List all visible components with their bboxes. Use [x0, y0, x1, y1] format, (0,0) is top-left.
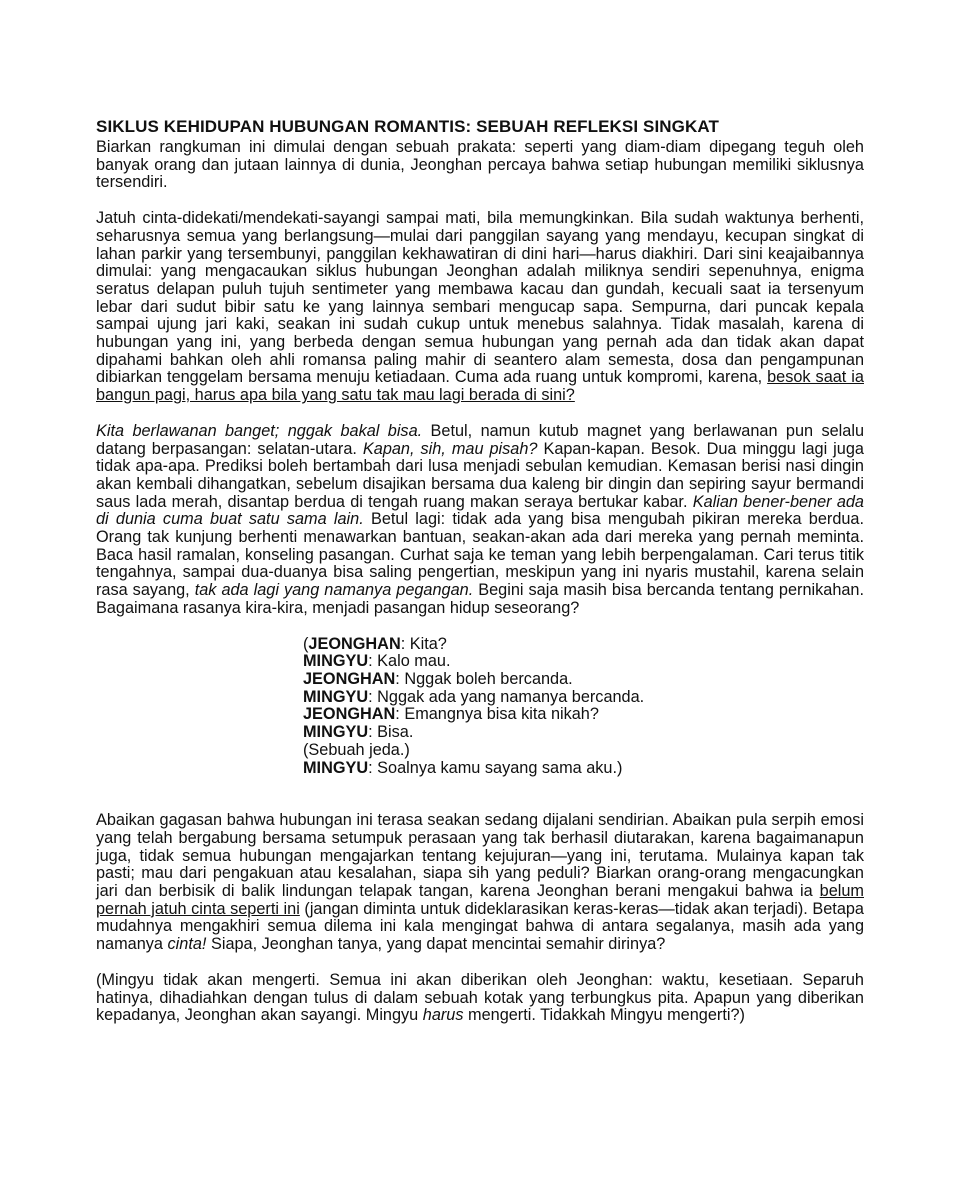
dialog-speaker: MINGYU [303, 652, 369, 671]
paragraph-4 [96, 812, 864, 954]
paragraph-2-text: Jatuh cinta-didekati/mendekati-sayangi sampai mati, bila memungkinkan. Bila sudah waktunya berhenti, seharusnya semua yang berlangsung—mulai dari panggilan sayang yang mendayu, kecupan singkat di lahan parkir yang tersembunyi, panggilan kekhawatiran di dini hari—harus diakhiri. Dari sini keajaibannya dimulai: yang mengacaukan siklus hubungan Jeonghan adalah miliknya sendiri sepenuhnya, enigma seratus delapan puluh tujuh sentimeter yang membawa kacau dan gundah, kecuali saat ia tersenyum lebar dari sudut bibir satu ke yang lainnya sembari mengucap sapa. Sempurna, dari puncak kepala sampai ujung jari kaki, seakan ini sudah cukup untuk menebus salahnya. Tidak masalah, karena di hubungan yang ini, yang berbeda dengan semua hubungan yang pernah ada dan tidak akan dapat dipahami bahkan oleh ahli romansa paling mahir di seantero alam semesta, dosa dan pengampunan dibiarkan tenggelam bersama menuju ketiadaan. Cuma ada ruang untuk kompromi, karena, [96, 209, 864, 387]
paragraph-3 [96, 423, 864, 618]
paragraph-5-italic: harus [422, 1006, 464, 1025]
dialog-speaker: MINGYU [303, 723, 369, 742]
dialog-line [303, 706, 864, 724]
dialog-speaker: JEONGHAN [303, 705, 396, 724]
paragraph-5-text-1: (Mingyu tidak akan mengerti. Semua ini akan diberikan oleh Jeonghan: waktu, kesetiaan. Separuh hatinya, dihadiahkan dengan tulus di dalam sebuah kotak yang terbungkus pita. Apapun yang diberikan kepadanya, Jeonghan akan sayangi. Mingyu [96, 970, 864, 1025]
paragraph-3-text-1: Betul, namun kutub magnet yang berlawanan pun selalu datang berpasangan: selatan-utara. [96, 421, 864, 458]
dialog-gap-top [96, 618, 864, 636]
dialog-speaker: JEONGHAN [308, 634, 401, 653]
dialog-text: : Soalnya kamu sayang sama aku.) [368, 758, 623, 777]
dialog-prefix: ( [303, 634, 309, 653]
dialog-text: : Nggak boleh bercanda. [395, 669, 573, 688]
dialog-line [303, 636, 864, 654]
dialog-line [303, 742, 864, 760]
dialog-text: : Bisa. [368, 723, 414, 742]
dialog-speaker: JEONGHAN [303, 669, 396, 688]
dialog-line [303, 653, 864, 671]
paragraph-3-italic-2: Kapan, sih, mau pisah? [362, 439, 538, 458]
dialog-text: (Sebuah jeda.) [303, 740, 410, 759]
paragraph-4-italic: cinta! [167, 935, 207, 954]
paragraph-4-text-2: (jangan diminta untuk dideklarasikan keras-keras—tidak akan terjadi). Betapa mudahnya mengakhiri semua dilema ini kala mengingat bahwa di antara segalanya, masih ada yang namanya [96, 899, 864, 954]
paragraph-5 [96, 972, 864, 1025]
dialog-text: : Kalo mau. [368, 652, 451, 671]
dialog-gap-bottom [96, 777, 864, 812]
dialog-line [303, 760, 864, 778]
dialog-line [303, 689, 864, 707]
paragraph-2 [96, 210, 864, 405]
paragraph-4-underlined: belum pernah jatuh cinta seperti ini [96, 882, 864, 918]
paragraph-5-text-2: mengerti. Tidakkah Mingyu mengerti?) [463, 1006, 745, 1025]
paragraph-gap [96, 954, 864, 972]
dialog-line [303, 724, 864, 742]
paragraph-3-italic-4: tak ada lagi yang namanya pegangan. [194, 581, 474, 600]
dialog-text: : Kita? [400, 634, 447, 653]
dialog-speaker: MINGYU [303, 687, 369, 706]
paragraph-gap [96, 405, 864, 423]
document-title: SIKLUS KEHIDUPAN HUBUNGAN ROMANTIS: SEBUAH REFLEKSI SINGKAT [96, 117, 719, 136]
paragraph-3-italic-3: Kalian bener-bener ada di dunia cuma buat satu sama lain. [96, 492, 864, 529]
paragraph-1: Biarkan rangkuman ini dimulai dengan sebuah prakata: seperti yang diam-diam dipegang teguh oleh banyak orang dan jutaan lainnya di dunia, Jeonghan percaya bahwa setiap hubungan memiliki siklusnya tersendiri. [96, 138, 864, 192]
paragraph-3-text-4: Begini saja masih bisa bercanda tentang pernikahan. Bagaimana rasanya kira-kira, menjadi pasangan hidup seseorang? [96, 581, 865, 617]
paragraph-4-text-3: Siapa, Jeonghan tanya, yang dapat mencintai semahir dirinya? [206, 935, 666, 954]
paragraph-4-text-1: Abaikan gagasan bahwa hubungan ini terasa seakan sedang dijalani sendirian. Abaikan pula serpih emosi yang telah bergabung bersama setumpuk perasaan yang tak berhasil diutarakan, karena bagaimanapun juga, tidak semua hubungan mengajarkan tentang kejujuran—yang ini, terutama. Mulainya kapan tak pasti; mau dari pengakuan atau kesalahan, siapa sih yang peduli? Biarkan orang-orang mengacungkan jari dan berbisik di balik lindungan telapak tangan, karena Jeonghan berani mengakui bahwa ia [96, 811, 864, 901]
dialog-line [303, 671, 864, 689]
dialog-text: : Nggak ada yang namanya bercanda. [368, 687, 645, 706]
paragraph-3-italic-1: Kita berlawanan banget; nggak bakal bisa. [96, 421, 423, 440]
paragraph-3-text-2: Kapan-kapan. Besok. Dua minggu lagi juga tidak apa-apa. Prediksi boleh bertambah dari lusa menjadi sebulan kemudian. Kemasan berisi nasi dingin akan kembali dihangatkan, sebelum disajikan bersama dua kaleng bir dingin dan sepiring sayur bermandi saus lada merah, disantap berdua di tengah ruang makan seraya bertukar kabar. [96, 439, 864, 511]
dialog-text: : Emangnya bisa kita nikah? [395, 705, 599, 724]
paragraph-2-underlined: besok saat ia bangun pagi, harus apa bila yang satu tak mau lagi berada di sini? [96, 368, 864, 405]
paragraph-3-text-3: Betul lagi: tidak ada yang bisa mengubah pikiran mereka berdua. Orang tak kunjung berhenti menawarkan bantuan, seakan-akan ada dari mereka yang pernah meminta. Baca hasil ramalan, konseling pasangan. Curhat saja ke teman yang lebih berpengalaman. Cari terus titik tengahnya, sampai dua-duanya bisa saling pengertian, meskipun yang ini nyaris mustahil, karena selain rasa sayang, [96, 510, 865, 600]
dialog-block [303, 636, 864, 778]
dialog-speaker: MINGYU [303, 758, 369, 777]
document-page [96, 117, 864, 1025]
paragraph-gap [96, 192, 864, 210]
